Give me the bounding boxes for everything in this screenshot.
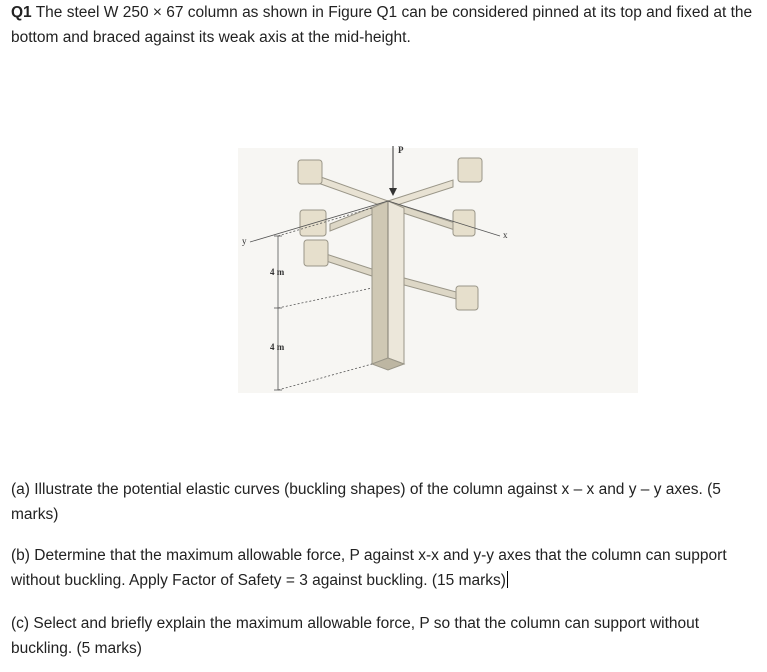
- part-c: (c) Select and briefly explain the maximum allowable force, P so that the column can support without buckling. (5 marks): [11, 615, 700, 657]
- load-label: P: [398, 145, 404, 155]
- lower-span-label: 4 m: [270, 342, 285, 352]
- y-axis-label: y: [242, 236, 247, 246]
- question-intro-text: The steel W 250 × 67 column as shown in Figure Q1 can be considered pinned at its top and fixed at the bottom and braced against its weak axis at the mid-height.: [11, 4, 753, 46]
- part-a: (a) Illustrate the potential elastic curves (buckling shapes) of the column against x – x and y – y axes. (5 marks): [11, 481, 721, 523]
- upper-span-label: 4 m: [270, 267, 285, 277]
- text-cursor: [507, 571, 508, 588]
- x-axis-label: x: [503, 230, 508, 240]
- column-figure: [238, 138, 638, 400]
- part-b-text: (b) Determine that the maximum allowable force, P against x-x and y-y axes that the column can support without buckling. Apply Factor of Safety = 3 against buckling. (15 marks): [11, 547, 727, 589]
- question-intro: [11, 0, 759, 50]
- part-b: [11, 543, 759, 593]
- w-column: [372, 201, 404, 370]
- question-number: Q1: [11, 4, 32, 21]
